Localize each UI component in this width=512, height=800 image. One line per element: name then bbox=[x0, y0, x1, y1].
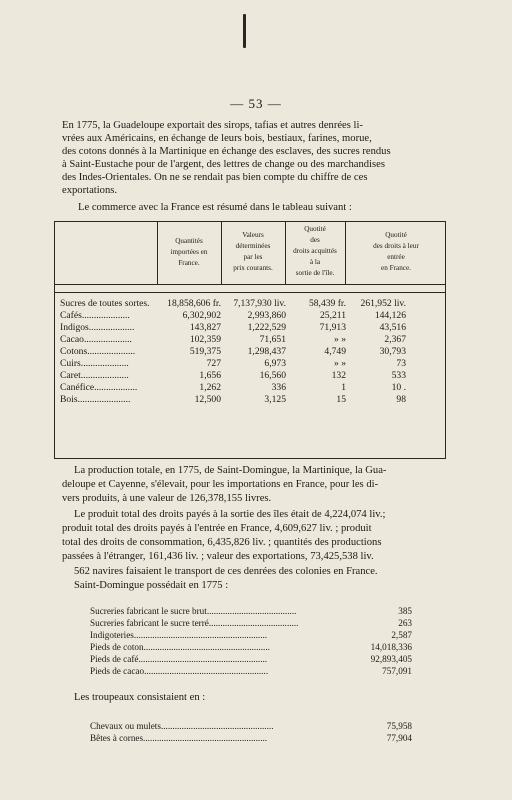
cell-quantity: 6,302,902 bbox=[182, 310, 221, 321]
list-item bbox=[90, 653, 412, 665]
header-text: importées en bbox=[170, 248, 208, 256]
header-text: France. bbox=[178, 259, 200, 267]
row-label: Cacao.................... bbox=[60, 334, 132, 345]
cell-exit-duty: » » bbox=[334, 358, 346, 369]
header-text: Quotité bbox=[304, 225, 326, 233]
cell-entry-duty: 144,126 bbox=[374, 310, 406, 321]
item-label: Pieds de coton....................................................... bbox=[90, 642, 270, 652]
cell-entry-duty: 10 . bbox=[391, 382, 406, 393]
list-item bbox=[90, 732, 412, 744]
cell-exit-duty: 1 bbox=[341, 382, 346, 393]
item-label: Chevaux ou mulets................................................. bbox=[90, 721, 274, 731]
cell-exit-duty: 4,749 bbox=[324, 346, 346, 357]
row-label: Cotons.................... bbox=[60, 346, 136, 357]
header-rule bbox=[55, 292, 445, 293]
header-text: droits acquittés bbox=[293, 247, 337, 255]
cell-exit-duty: » » bbox=[334, 334, 346, 345]
cell-entry-duty: 30,793 bbox=[379, 346, 406, 357]
header-text: Quotité bbox=[385, 231, 407, 239]
list-item bbox=[90, 720, 412, 732]
table-row bbox=[60, 346, 406, 358]
table-row bbox=[60, 394, 406, 406]
header-quantities bbox=[159, 236, 219, 269]
row-label: Caret.................... bbox=[60, 370, 129, 381]
cell-quantity: 143,827 bbox=[189, 322, 221, 333]
header-divider bbox=[221, 222, 222, 284]
text-line: passées à l'étranger, 161,436 liv. ; valeur des exportations, 73,425,538 liv. bbox=[62, 551, 374, 562]
cell-value: 7,137,930 liv. bbox=[233, 298, 286, 309]
item-value: 757,091 bbox=[382, 666, 412, 676]
row-label: Sucres de toutes sortes. bbox=[60, 298, 150, 309]
row-label: Cafés.................... bbox=[60, 310, 130, 321]
saint-domingue-intro: Saint-Domingue possédait en 1775 : bbox=[74, 580, 229, 591]
header-text: Valeurs bbox=[242, 231, 264, 239]
cell-value: 71,651 bbox=[259, 334, 286, 345]
intro-line: vrées aux Américains, en échange de leurs bois, bestiaux, farines, morue, bbox=[62, 133, 372, 144]
cell-quantity: 102,359 bbox=[189, 334, 221, 345]
header-divider bbox=[157, 222, 158, 284]
table-row bbox=[60, 358, 406, 370]
item-label: Pieds de cacao...................................................... bbox=[90, 666, 269, 676]
row-label: Bois...................... bbox=[60, 394, 131, 405]
cell-exit-duty: 71,913 bbox=[319, 322, 346, 333]
item-value: 75,958 bbox=[386, 721, 412, 731]
intro-line: des cotons donnés à la Martinique en échange des esclaves, des sucres rendus bbox=[62, 146, 391, 157]
item-label: Bêtes à cornes...................................................... bbox=[90, 733, 268, 743]
cell-entry-duty: 73 bbox=[396, 358, 406, 369]
cell-value: 336 bbox=[271, 382, 286, 393]
cell-value: 6,973 bbox=[264, 358, 286, 369]
cell-entry-duty: 533 bbox=[391, 370, 406, 381]
cell-exit-duty: 25,211 bbox=[319, 310, 346, 321]
cell-entry-duty: 98 bbox=[396, 394, 406, 405]
header-text: des bbox=[310, 236, 320, 244]
item-value: 14,018,336 bbox=[370, 642, 412, 652]
table-row bbox=[60, 322, 406, 334]
item-label: Indigoteries.......................................................... bbox=[90, 630, 268, 640]
item-value: 77,904 bbox=[386, 733, 412, 743]
list-item bbox=[90, 605, 412, 617]
ink-mark bbox=[243, 14, 246, 48]
header-text: déterminées bbox=[235, 242, 271, 250]
table-row bbox=[60, 334, 406, 346]
cell-value: 3,125 bbox=[264, 394, 286, 405]
header-text: entrée bbox=[387, 253, 405, 261]
text-line: Le produit total des droits payés à la sortie des îles était de 4,224,074 liv.; bbox=[74, 509, 386, 520]
table-row bbox=[60, 298, 406, 310]
header-exit-duties bbox=[287, 224, 343, 279]
item-label: Pieds de café........................................................ bbox=[90, 654, 268, 664]
header-text: sortie de l'île. bbox=[295, 269, 335, 277]
header-text: des droits à leur bbox=[373, 242, 419, 250]
text-line: produit total des droits payés à l'entrée en France, 4,609,627 liv. ; produit bbox=[62, 523, 372, 534]
cell-quantity: 519,375 bbox=[189, 346, 221, 357]
item-label: Sucreries fabricant le sucre terré....................................... bbox=[90, 618, 299, 628]
item-value: 2,587 bbox=[391, 630, 412, 640]
header-divider bbox=[345, 222, 346, 284]
item-value: 263 bbox=[398, 618, 412, 628]
intro-line: exportations. bbox=[62, 185, 118, 196]
cell-quantity: 1,262 bbox=[199, 382, 221, 393]
list-item bbox=[90, 641, 412, 653]
row-label: Canéfice.................. bbox=[60, 382, 138, 393]
table-row bbox=[60, 370, 406, 382]
herds-intro: Les troupeaux consistaient en : bbox=[74, 692, 206, 703]
header-text: par les bbox=[243, 253, 263, 261]
cell-value: 1,298,437 bbox=[247, 346, 286, 357]
intro-line: à Saint-Eustache pour de l'argent, des lettres de change ou des marchandises bbox=[62, 159, 385, 170]
table-intro: Le commerce avec la France est résumé dans le tableau suivant : bbox=[78, 202, 352, 213]
cell-exit-duty: 132 bbox=[331, 370, 346, 381]
table-row bbox=[60, 382, 406, 394]
intro-line: En 1775, la Guadeloupe exportait des sirops, tafias et autres denrées li- bbox=[62, 120, 363, 131]
header-text: à la bbox=[309, 258, 321, 266]
ships-line: 562 navires faisaient le transport de ces denrées des colonies en France. bbox=[74, 566, 378, 577]
page-number: — 53 — bbox=[230, 96, 282, 111]
list-item bbox=[90, 629, 412, 641]
row-label: Indigos................... bbox=[60, 322, 135, 333]
cell-entry-duty: 261,952 liv. bbox=[360, 298, 406, 309]
header-entry-duties bbox=[347, 230, 445, 274]
cell-entry-duty: 2,367 bbox=[384, 334, 406, 345]
header-text: en France. bbox=[381, 264, 411, 272]
header-values bbox=[223, 230, 283, 274]
cell-value: 2,993,860 bbox=[247, 310, 286, 321]
header-text: Quantités bbox=[175, 237, 203, 245]
item-value: 92,893,405 bbox=[370, 654, 412, 664]
table-row bbox=[60, 310, 406, 322]
cell-exit-duty: 15 bbox=[336, 394, 346, 405]
cell-value: 1,222,529 bbox=[247, 322, 286, 333]
text-line: vers produits, à une valeur de 126,378,155 livres. bbox=[62, 493, 272, 504]
cell-entry-duty: 43,516 bbox=[379, 322, 406, 333]
list-item bbox=[90, 617, 412, 629]
cell-quantity: 727 bbox=[206, 358, 221, 369]
cell-quantity: 18,858,606 fr. bbox=[167, 298, 221, 309]
text-line: La production totale, en 1775, de Saint-Domingue, la Martinique, la Gua- bbox=[74, 465, 387, 476]
text-line: total des droits de consommation, 6,435,826 liv. ; quantités des productions bbox=[62, 537, 382, 548]
item-value: 385 bbox=[398, 606, 412, 616]
item-label: Sucreries fabricant le sucre brut....................................... bbox=[90, 606, 297, 616]
cell-value: 16,560 bbox=[259, 370, 286, 381]
cell-exit-duty: 58,439 fr. bbox=[308, 298, 346, 309]
intro-line: des Indes-Orientales. On ne se rendait pas bien compte du chiffre de ces bbox=[62, 172, 368, 183]
header-text: prix courants. bbox=[233, 264, 273, 272]
list-item bbox=[90, 665, 412, 677]
cell-quantity: 1,656 bbox=[199, 370, 221, 381]
text-line: deloupe et Cayenne, s'élevait, pour les importations en France, pour les di- bbox=[62, 479, 379, 490]
cell-quantity: 12,500 bbox=[194, 394, 221, 405]
header-rule bbox=[55, 284, 445, 285]
row-label: Cuirs.................... bbox=[60, 358, 129, 369]
header-divider bbox=[285, 222, 286, 284]
